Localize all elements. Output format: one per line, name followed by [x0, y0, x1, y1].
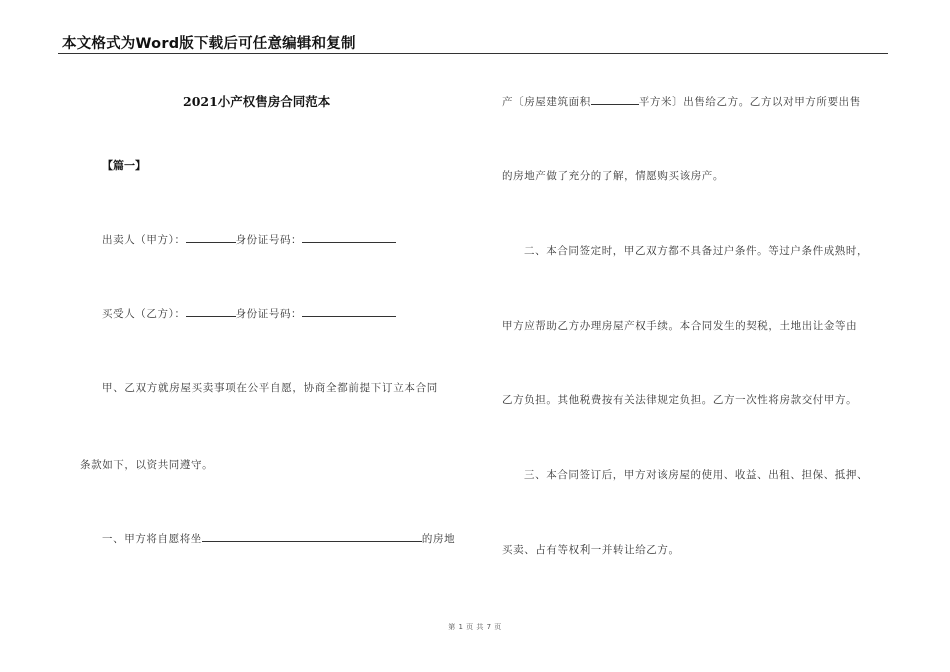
seller-line [102, 232, 396, 247]
area-blank [591, 94, 639, 105]
right-line-2: 的房地产做了充分的了解，情愿购买该房产。 [502, 170, 724, 182]
buyer-line [102, 306, 396, 321]
clause-1-start: 一、甲方将自愿将坐 [102, 533, 202, 545]
seller-label: 出卖人（甲方）： [102, 234, 186, 246]
right-line-7: 买卖、占有等权利一并转让给乙方。 [502, 544, 680, 556]
right-line-6: 三、本合同签订后，甲方对该房屋的使用、收益、出租、担保、抵押、 [524, 469, 869, 481]
intro-paragraph-line-2: 条款如下，以资共同遵守。 [80, 459, 214, 471]
document-title: 2021小产权售房合同范本 [183, 94, 331, 109]
buyer-id-blank [302, 306, 396, 317]
seller-name-blank [186, 232, 236, 243]
right-line-5: 乙方负担。其他税费按有关法律规定负担。乙方一次性将房款交付甲方。 [502, 394, 858, 406]
area-suffix: 平方米〕出售给乙方。乙方以对甲方所要出售 [638, 96, 861, 108]
buyer-id-label: 身份证号码： [235, 308, 303, 320]
page-header-title: 本文格式为Word版下载后可任意编辑和复制 [62, 36, 356, 52]
seller-id-label: 身份证号码： [235, 234, 303, 246]
header-divider [58, 53, 888, 54]
section-label: 【篇一】 [102, 159, 146, 172]
page-footer: 第 1 页 共 7 页 [448, 623, 502, 631]
clause-1-end: 的房地 [421, 533, 456, 545]
clause-1-line [102, 531, 455, 546]
property-location-blank [202, 531, 422, 542]
seller-id-blank [302, 232, 396, 243]
right-line-1 [502, 94, 861, 109]
buyer-name-blank [186, 306, 236, 317]
area-prefix: 产〔房屋建筑面积 [502, 96, 591, 108]
right-line-3: 二、本合同签定时，甲乙双方都不具备过户条件。等过户条件成熟时， [524, 245, 869, 257]
buyer-label: 买受人（乙方）： [102, 308, 186, 320]
intro-paragraph-line-1: 甲、乙双方就房屋买卖事项在公平自愿，协商全都前提下订立本合同 [102, 382, 438, 394]
right-line-4: 甲方应帮助乙方办理房屋产权手续。本合同发生的契税，土地出让金等由 [502, 320, 858, 332]
